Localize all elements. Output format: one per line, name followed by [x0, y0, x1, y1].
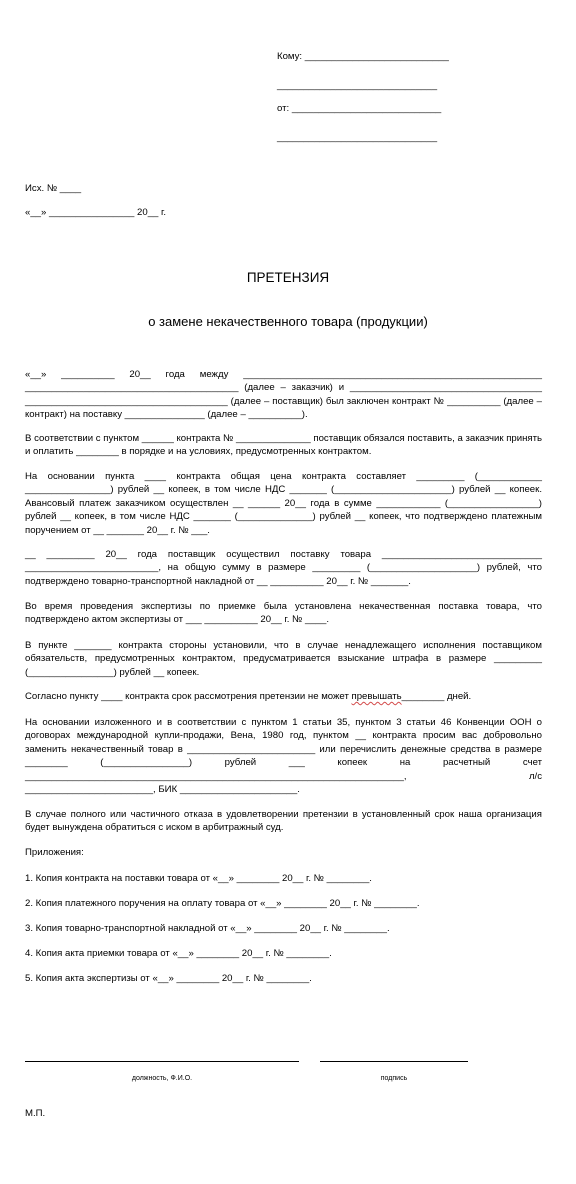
term-spellcheck-word: превышать [351, 691, 402, 702]
paragraph-delivery: __ _________ 20__ года поставщик осуществил поставку товара ______________________________ _________________________, на общую сумму в размере _________ (____________________) рублей, что подтверждено товарно-транспортной накладной от __ __________ 20__ г. № _______. [25, 549, 542, 587]
page-title: ПРЕТЕНЗИЯ [246, 270, 330, 285]
paragraph-expertise: Во время проведения экспертизы по приемке была установлена некачественная поставка товара, что подтверждено актом экспертизы от ___ __________ 20__ г. № ____. [25, 601, 542, 626]
outgoing-number: Исх. № ____ [25, 183, 82, 194]
position-signature-line [25, 1061, 299, 1062]
paragraph-price: На основании пункта ____ контракта общая цена контракта составляет _________ (____________ ________________) рублей __ копеек, в том числе НДС _______ (______________________) рублей __ копеек. Авансовый платеж заказчиком осуществлен __ ______ 20__ года в сумме ____________ (_________________) рублей __ копеек, в том числе НДС _______ (______________) рублей __ копеек, что подтверждено платежным поручением от __ _______ 20__ г. № ___. [25, 471, 542, 536]
to-line-continued: ______________________________ [277, 80, 438, 91]
to-line: Кому: ___________________________ [277, 51, 449, 62]
from-line: от: ____________________________ [277, 103, 442, 114]
attachment-item: 3. Копия товарно-транспортной накладной от «__» ________ 20__ г. № ________. [25, 923, 390, 934]
paragraph-court: В случае полного или частичного отказа в удовлетворении претензии в установленный срок наша организация будет вынуждена обратиться с иском в арбитражный суд. [25, 809, 542, 834]
page-subtitle: о замене некачественного товара (продукции) [148, 314, 428, 329]
paragraph-demand: На основании изложенного и в соответствии с пунктом 1 статьи 35, пунктом 3 статьи 46 Конвенции ООН о договорах международной купли-продажи, Вена, 1980 год, пунктом __ контракта просим вас добровольно заменить некачественный товар в ________________________ или перечислить денежные средства в размере ________ (________________) рублей ___ копеек на расчетный счет _______________________________________________________________________, л/с ________________________, БИК ______________________. [25, 717, 542, 796]
attachment-item: 5. Копия акта экспертизы от «__» ________ 20__ г. № ________. [25, 973, 312, 984]
attachment-item: 2. Копия платежного поручения на оплату товара от «__» ________ 20__ г. № ________. [25, 898, 420, 909]
term-text-start: Согласно пункту ____ контракта срок рассмотрения претензии не может [25, 691, 352, 702]
attachment-item: 4. Копия акта приемки товара от «__» ________ 20__ г. № ________. [25, 948, 332, 959]
term-text-end: ________ дней. [401, 691, 472, 702]
attachment-item: 1. Копия контракта на поставки товара от «__» ________ 20__ г. № ________. [25, 873, 372, 884]
paragraph-contract-parties: «__» __________ 20__ года между ________________________________________________________ ________________________________________ (далее – заказчик) и ____________________________________ ______________________________________ (далее – поставщик) был заключен контракт № __________ (далее – контракт) на поставку _______________ (далее – __________). [25, 369, 542, 421]
position-caption: должность, Ф.И.О. [131, 1075, 193, 1082]
from-line-continued: ______________________________ [277, 132, 438, 143]
attachments-title: Приложения: [25, 847, 84, 858]
signature-line [320, 1061, 468, 1062]
document-date: «__» ________________ 20__ г. [25, 207, 167, 218]
stamp-place: М.П. [25, 1108, 46, 1119]
paragraph-term [25, 690, 542, 703]
paragraph-obligations: В соответствии с пунктом ______ контракта № ______________ поставщик обязался поставить, а заказчик принять и оплатить ________ в порядке и на условиях, предусмотренных контрактом. [25, 433, 542, 458]
paragraph-penalty: В пункте _______ контракта стороны установили, что в случае ненадлежащего исполнения поставщиком обязательств, предусмотренных контрактом, предусматривается взыскание штрафа в размере _________ (________________) рублей __ копеек. [25, 640, 542, 678]
signature-caption: подпись [380, 1075, 408, 1082]
